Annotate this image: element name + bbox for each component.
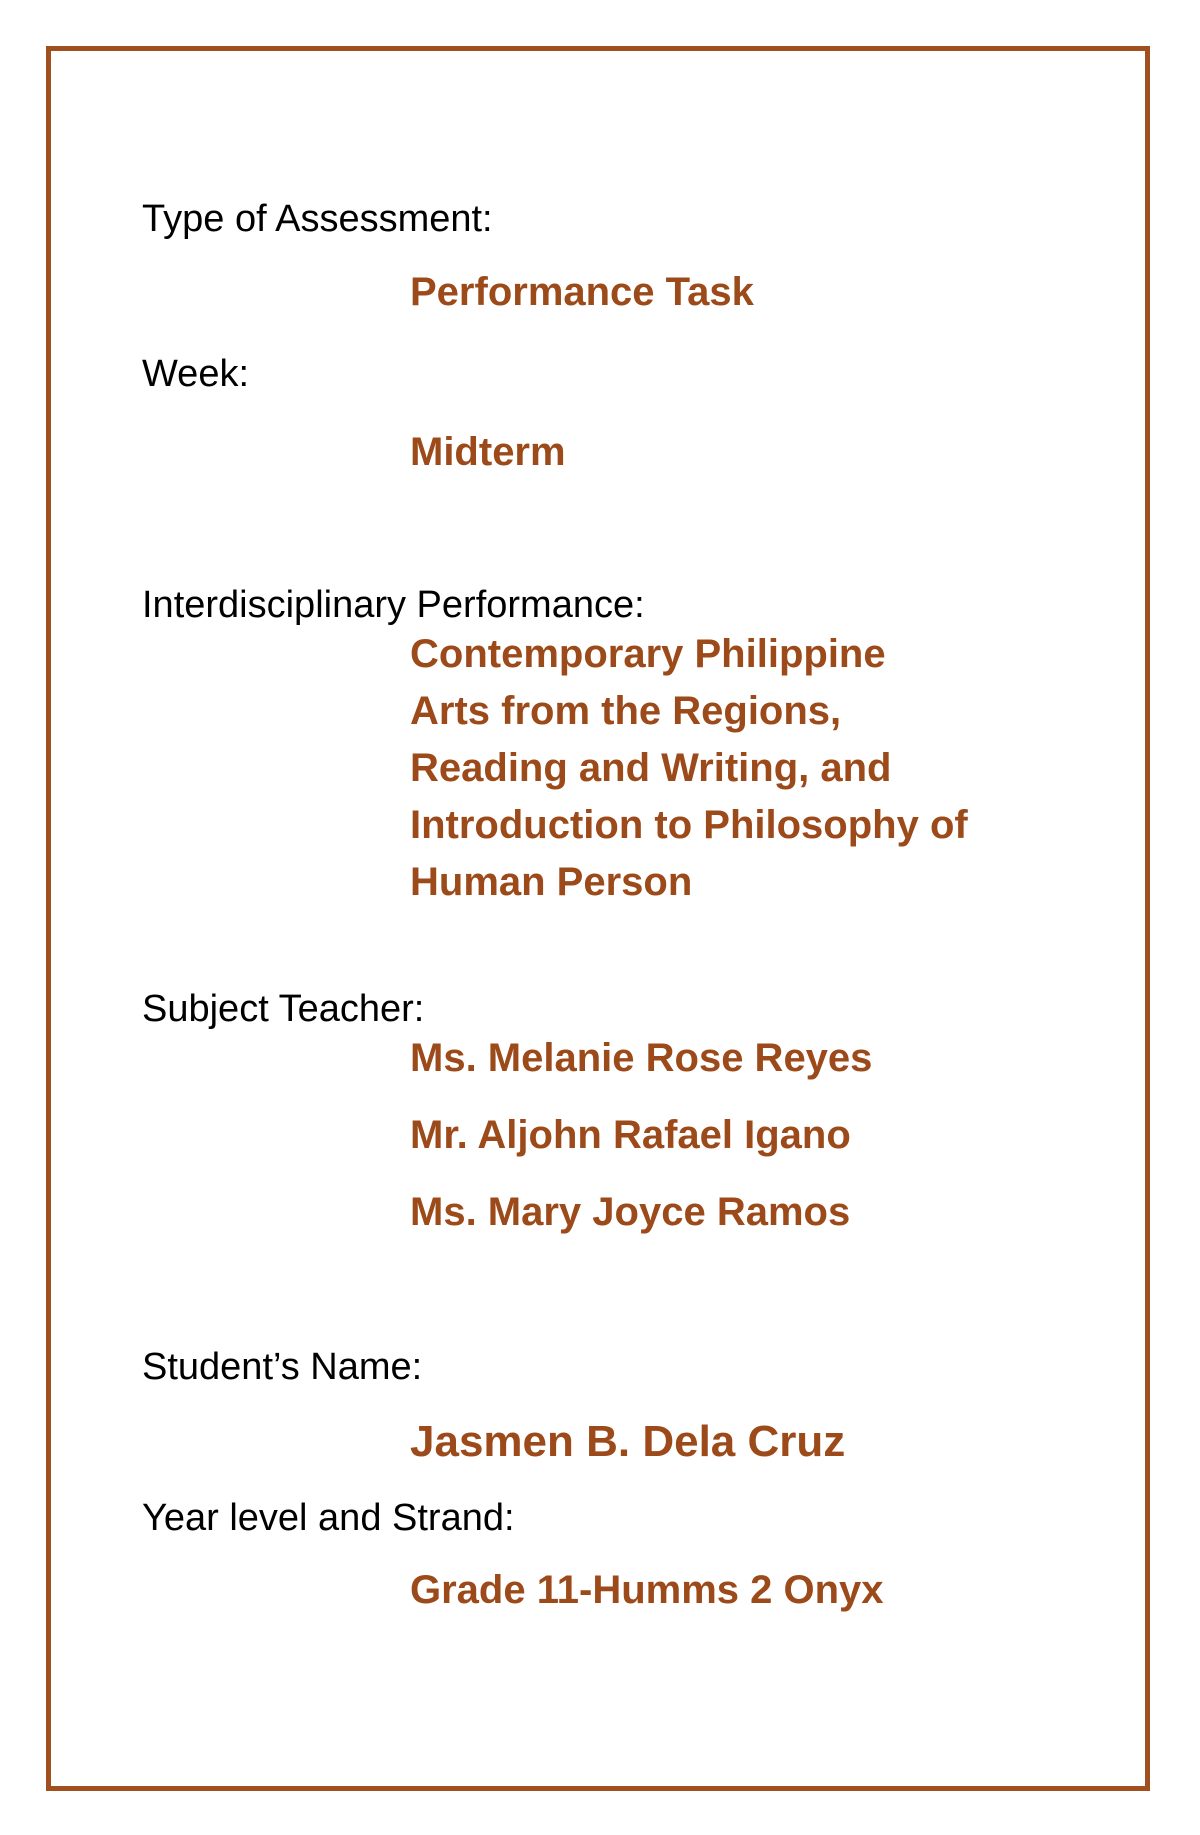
- week-label: Week:: [142, 353, 250, 395]
- subject-line: Contemporary Philippine: [410, 632, 886, 676]
- subject-line: Arts from the Regions,: [410, 689, 842, 733]
- interdisciplinary-label: Interdisciplinary Performance:: [142, 584, 645, 626]
- assessment-type-value: Performance Task: [410, 270, 754, 314]
- student-name-value: Jasmen B. Dela Cruz: [410, 1417, 846, 1466]
- subject-line: Introduction to Philosophy of: [410, 803, 968, 847]
- subject-line: Human Person: [410, 860, 693, 904]
- subject-line: Reading and Writing, and: [410, 746, 892, 790]
- week-value: Midterm: [410, 430, 566, 474]
- teacher-name: Ms. Mary Joyce Ramos: [410, 1190, 851, 1234]
- student-name-label: Student’s Name:: [142, 1346, 423, 1388]
- year-strand-label: Year level and Strand:: [142, 1497, 515, 1539]
- assessment-type-label: Type of Assessment:: [142, 198, 493, 240]
- teacher-name: Mr. Aljohn Rafael Igano: [410, 1113, 851, 1157]
- interdisciplinary-subjects: [410, 626, 968, 911]
- teacher-name: Ms. Melanie Rose Reyes: [410, 1036, 873, 1080]
- subject-teacher-label: Subject Teacher:: [142, 988, 425, 1030]
- year-strand-value: Grade 11-Humms 2 Onyx: [410, 1568, 884, 1612]
